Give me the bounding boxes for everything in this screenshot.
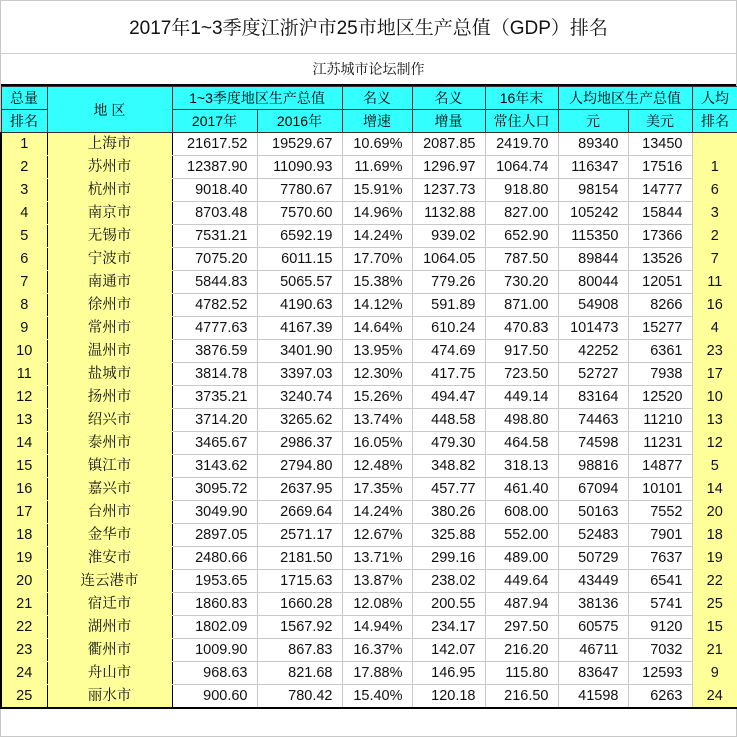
gdp-2017-cell: 1802.09 (172, 616, 257, 639)
gdp-2017-cell: 5844.83 (172, 271, 257, 294)
region-cell: 绍兴市 (47, 409, 172, 432)
percap-usd-cell: 10101 (628, 478, 692, 501)
population-cell: 297.50 (485, 616, 558, 639)
gdp-2016-cell: 3240.74 (257, 386, 342, 409)
growth-cell: 12.08% (342, 593, 412, 616)
percap-usd-cell: 7552 (628, 501, 692, 524)
percap-usd-cell: 8266 (628, 294, 692, 317)
percap-rank-cell: 25 (692, 593, 737, 616)
growth-cell: 15.26% (342, 386, 412, 409)
growth-cell: 12.30% (342, 363, 412, 386)
population-cell: 608.00 (485, 501, 558, 524)
header-rank-sub: 排名 (1, 110, 47, 133)
gdp-2016-cell: 6011.15 (257, 248, 342, 271)
gdp-2016-cell: 7780.67 (257, 179, 342, 202)
percap-yuan-cell: 43449 (558, 570, 628, 593)
percap-yuan-cell: 67094 (558, 478, 628, 501)
population-cell: 464.58 (485, 432, 558, 455)
percap-yuan-cell: 83164 (558, 386, 628, 409)
gdp-2017-cell: 3876.59 (172, 340, 257, 363)
percap-usd-cell: 15277 (628, 317, 692, 340)
table-row (1, 317, 737, 340)
table-row (1, 225, 737, 248)
increase-cell: 939.02 (412, 225, 485, 248)
growth-cell: 13.95% (342, 340, 412, 363)
growth-cell: 17.88% (342, 662, 412, 685)
rank-cell: 22 (1, 616, 47, 639)
region-cell: 南京市 (47, 202, 172, 225)
table-row (1, 432, 737, 455)
percap-rank-cell: 6 (692, 179, 737, 202)
population-cell: 723.50 (485, 363, 558, 386)
rank-cell: 6 (1, 248, 47, 271)
table-row (1, 593, 737, 616)
header-percap-yuan: 元 (558, 110, 628, 133)
gdp-2017-cell: 1953.65 (172, 570, 257, 593)
gdp-2016-cell: 3397.03 (257, 363, 342, 386)
region-cell: 舟山市 (47, 662, 172, 685)
gdp-2017-cell: 21617.52 (172, 133, 257, 156)
table-row (1, 294, 737, 317)
header-percap-usd: 美元 (628, 110, 692, 133)
gdp-2017-cell: 7531.21 (172, 225, 257, 248)
gdp-2016-cell: 2669.64 (257, 501, 342, 524)
growth-cell: 12.67% (342, 524, 412, 547)
increase-cell: 457.77 (412, 478, 485, 501)
rank-cell: 8 (1, 294, 47, 317)
percap-usd-cell: 12593 (628, 662, 692, 685)
percap-usd-cell: 14777 (628, 179, 692, 202)
percap-yuan-cell: 50729 (558, 547, 628, 570)
table-header (1, 87, 737, 133)
growth-cell: 14.94% (342, 616, 412, 639)
rank-cell: 12 (1, 386, 47, 409)
population-cell: 552.00 (485, 524, 558, 547)
rank-cell: 18 (1, 524, 47, 547)
population-cell: 1064.74 (485, 156, 558, 179)
increase-cell: 142.07 (412, 639, 485, 662)
table-row (1, 455, 737, 478)
percap-usd-cell: 12520 (628, 386, 692, 409)
increase-cell: 479.30 (412, 432, 485, 455)
gdp-2016-cell: 2637.95 (257, 478, 342, 501)
population-cell: 449.64 (485, 570, 558, 593)
population-cell: 461.40 (485, 478, 558, 501)
gdp-2017-cell: 968.63 (172, 662, 257, 685)
percap-usd-cell: 12051 (628, 271, 692, 294)
region-cell: 金华市 (47, 524, 172, 547)
region-cell: 湖州市 (47, 616, 172, 639)
population-cell: 216.50 (485, 685, 558, 709)
percap-usd-cell: 7901 (628, 524, 692, 547)
gdp-2016-cell: 6592.19 (257, 225, 342, 248)
growth-cell: 12.48% (342, 455, 412, 478)
increase-cell: 325.88 (412, 524, 485, 547)
percap-usd-cell: 14877 (628, 455, 692, 478)
gdp-2016-cell: 11090.93 (257, 156, 342, 179)
rank-cell: 15 (1, 455, 47, 478)
rank-cell: 7 (1, 271, 47, 294)
increase-cell: 1237.73 (412, 179, 485, 202)
gdp-2016-cell: 1715.63 (257, 570, 342, 593)
region-cell: 连云港市 (47, 570, 172, 593)
table-row (1, 340, 737, 363)
gdp-2017-cell: 9018.40 (172, 179, 257, 202)
gdp-2016-cell: 2794.80 (257, 455, 342, 478)
gdp-2017-cell: 3714.20 (172, 409, 257, 432)
rank-cell: 17 (1, 501, 47, 524)
percap-usd-cell: 11210 (628, 409, 692, 432)
increase-cell: 591.89 (412, 294, 485, 317)
rank-cell: 19 (1, 547, 47, 570)
percap-yuan-cell: 74598 (558, 432, 628, 455)
percap-rank-cell (692, 133, 737, 156)
rank-cell: 16 (1, 478, 47, 501)
population-cell: 216.20 (485, 639, 558, 662)
percap-rank-cell: 24 (692, 685, 737, 709)
region-cell: 盐城市 (47, 363, 172, 386)
header-growth: 名义 (342, 87, 412, 110)
percap-rank-cell: 10 (692, 386, 737, 409)
percap-rank-cell: 12 (692, 432, 737, 455)
percap-yuan-cell: 38136 (558, 593, 628, 616)
header-increase-sub: 增量 (412, 110, 485, 133)
gdp-2016-cell: 5065.57 (257, 271, 342, 294)
gdp-2016-cell: 1660.28 (257, 593, 342, 616)
gdp-2017-cell: 1009.90 (172, 639, 257, 662)
increase-cell: 2087.85 (412, 133, 485, 156)
percap-yuan-cell: 54908 (558, 294, 628, 317)
region-cell: 嘉兴市 (47, 478, 172, 501)
rank-cell: 20 (1, 570, 47, 593)
population-cell: 918.80 (485, 179, 558, 202)
growth-cell: 11.69% (342, 156, 412, 179)
growth-cell: 14.24% (342, 501, 412, 524)
percap-usd-cell: 17366 (628, 225, 692, 248)
region-cell: 镇江市 (47, 455, 172, 478)
percap-usd-cell: 5741 (628, 593, 692, 616)
increase-cell: 474.69 (412, 340, 485, 363)
table-row (1, 524, 737, 547)
increase-cell: 779.26 (412, 271, 485, 294)
gdp-2016-cell: 1567.92 (257, 616, 342, 639)
increase-cell: 448.58 (412, 409, 485, 432)
percap-yuan-cell: 46711 (558, 639, 628, 662)
percap-rank-cell: 14 (692, 478, 737, 501)
rank-cell: 13 (1, 409, 47, 432)
region-cell: 泰州市 (47, 432, 172, 455)
growth-cell: 14.12% (342, 294, 412, 317)
table-row (1, 156, 737, 179)
gdp-2016-cell: 3401.90 (257, 340, 342, 363)
increase-cell: 1064.05 (412, 248, 485, 271)
percap-yuan-cell: 83647 (558, 662, 628, 685)
rank-cell: 14 (1, 432, 47, 455)
rank-cell: 23 (1, 639, 47, 662)
growth-cell: 17.70% (342, 248, 412, 271)
gdp-2017-cell: 7075.20 (172, 248, 257, 271)
rank-cell: 3 (1, 179, 47, 202)
increase-cell: 348.82 (412, 455, 485, 478)
increase-cell: 417.75 (412, 363, 485, 386)
percap-yuan-cell: 60575 (558, 616, 628, 639)
population-cell: 871.00 (485, 294, 558, 317)
percap-usd-cell: 9120 (628, 616, 692, 639)
region-cell: 温州市 (47, 340, 172, 363)
table-row (1, 179, 737, 202)
rank-cell: 1 (1, 133, 47, 156)
header-percap-rank-sub: 排名 (692, 110, 737, 133)
percap-usd-cell: 15844 (628, 202, 692, 225)
gdp-2016-cell: 19529.67 (257, 133, 342, 156)
rank-cell: 11 (1, 363, 47, 386)
percap-rank-cell: 22 (692, 570, 737, 593)
gdp-2016-cell: 7570.60 (257, 202, 342, 225)
population-cell: 787.50 (485, 248, 558, 271)
percap-rank-cell: 1 (692, 156, 737, 179)
table-row (1, 409, 737, 432)
percap-yuan-cell: 42252 (558, 340, 628, 363)
percap-rank-cell: 16 (692, 294, 737, 317)
percap-yuan-cell: 89340 (558, 133, 628, 156)
percap-rank-cell: 15 (692, 616, 737, 639)
percap-rank-cell: 23 (692, 340, 737, 363)
gdp-2016-cell: 821.68 (257, 662, 342, 685)
region-cell: 扬州市 (47, 386, 172, 409)
percap-rank-cell: 5 (692, 455, 737, 478)
header-percap-rank: 人均 (692, 87, 737, 110)
rank-cell: 5 (1, 225, 47, 248)
table-body (1, 133, 737, 709)
growth-cell: 16.37% (342, 639, 412, 662)
region-cell: 衢州市 (47, 639, 172, 662)
region-cell: 南通市 (47, 271, 172, 294)
growth-cell: 13.71% (342, 547, 412, 570)
growth-cell: 17.35% (342, 478, 412, 501)
gdp-2017-cell: 900.60 (172, 685, 257, 709)
rank-cell: 25 (1, 685, 47, 709)
gdp-2016-cell: 867.83 (257, 639, 342, 662)
population-cell: 470.83 (485, 317, 558, 340)
gdp-2016-cell: 4167.39 (257, 317, 342, 340)
percap-usd-cell: 6361 (628, 340, 692, 363)
increase-cell: 146.95 (412, 662, 485, 685)
percap-rank-cell: 13 (692, 409, 737, 432)
gdp-2017-cell: 3143.62 (172, 455, 257, 478)
population-cell: 449.14 (485, 386, 558, 409)
percap-rank-cell: 11 (692, 271, 737, 294)
header-population-sub: 常住人口 (485, 110, 558, 133)
table-row (1, 133, 737, 156)
gdp-2017-cell: 4782.52 (172, 294, 257, 317)
percap-yuan-cell: 98816 (558, 455, 628, 478)
growth-cell: 14.96% (342, 202, 412, 225)
increase-cell: 200.55 (412, 593, 485, 616)
growth-cell: 10.69% (342, 133, 412, 156)
header-increase: 名义 (412, 87, 485, 110)
growth-cell: 13.74% (342, 409, 412, 432)
page-title: 2017年1~3季度江浙沪市25市地区生产总值（GDP）排名 (1, 1, 736, 54)
table-row (1, 501, 737, 524)
population-cell: 917.50 (485, 340, 558, 363)
table-row (1, 685, 737, 709)
percap-yuan-cell: 52727 (558, 363, 628, 386)
percap-rank-cell: 7 (692, 248, 737, 271)
table-row (1, 271, 737, 294)
table-row (1, 363, 737, 386)
header-rank: 总量 (1, 87, 47, 110)
percap-rank-cell: 21 (692, 639, 737, 662)
gdp-2017-cell: 1860.83 (172, 593, 257, 616)
rank-cell: 10 (1, 340, 47, 363)
gdp-table (0, 86, 737, 709)
gdp-2016-cell: 4190.63 (257, 294, 342, 317)
growth-cell: 16.05% (342, 432, 412, 455)
increase-cell: 234.17 (412, 616, 485, 639)
percap-yuan-cell: 98154 (558, 179, 628, 202)
population-cell: 489.00 (485, 547, 558, 570)
table-row (1, 547, 737, 570)
increase-cell: 1132.88 (412, 202, 485, 225)
rank-cell: 9 (1, 317, 47, 340)
region-cell: 无锡市 (47, 225, 172, 248)
percap-usd-cell: 11231 (628, 432, 692, 455)
header-population: 16年末 (485, 87, 558, 110)
gdp-2016-cell: 780.42 (257, 685, 342, 709)
gdp-2017-cell: 3465.67 (172, 432, 257, 455)
growth-cell: 13.87% (342, 570, 412, 593)
gdp-2016-cell: 2986.37 (257, 432, 342, 455)
percap-yuan-cell: 115350 (558, 225, 628, 248)
region-cell: 徐州市 (47, 294, 172, 317)
percap-yuan-cell: 105242 (558, 202, 628, 225)
table-row (1, 386, 737, 409)
region-cell: 上海市 (47, 133, 172, 156)
percap-rank-cell: 19 (692, 547, 737, 570)
percap-yuan-cell: 80044 (558, 271, 628, 294)
rank-cell: 4 (1, 202, 47, 225)
population-cell: 318.13 (485, 455, 558, 478)
header-growth-sub: 增速 (342, 110, 412, 133)
percap-yuan-cell: 74463 (558, 409, 628, 432)
header-gdp-group: 1~3季度地区生产总值 (172, 87, 342, 110)
increase-cell: 238.02 (412, 570, 485, 593)
gdp-2017-cell: 12387.90 (172, 156, 257, 179)
percap-rank-cell: 9 (692, 662, 737, 685)
growth-cell: 14.64% (342, 317, 412, 340)
region-cell: 宁波市 (47, 248, 172, 271)
population-cell: 827.00 (485, 202, 558, 225)
region-cell: 宿迁市 (47, 593, 172, 616)
increase-cell: 120.18 (412, 685, 485, 709)
percap-yuan-cell: 41598 (558, 685, 628, 709)
growth-cell: 14.24% (342, 225, 412, 248)
region-cell: 杭州市 (47, 179, 172, 202)
gdp-2017-cell: 2897.05 (172, 524, 257, 547)
population-cell: 487.94 (485, 593, 558, 616)
percap-yuan-cell: 52483 (558, 524, 628, 547)
gdp-2016-cell: 3265.62 (257, 409, 342, 432)
percap-usd-cell: 17516 (628, 156, 692, 179)
percap-usd-cell: 6263 (628, 685, 692, 709)
rank-cell: 24 (1, 662, 47, 685)
region-cell: 台州市 (47, 501, 172, 524)
population-cell: 652.90 (485, 225, 558, 248)
percap-usd-cell: 7938 (628, 363, 692, 386)
population-cell: 2419.70 (485, 133, 558, 156)
percap-usd-cell: 13526 (628, 248, 692, 271)
table-row (1, 248, 737, 271)
gdp-2017-cell: 3049.90 (172, 501, 257, 524)
percap-rank-cell: 4 (692, 317, 737, 340)
table-row (1, 478, 737, 501)
growth-cell: 15.38% (342, 271, 412, 294)
table-row (1, 639, 737, 662)
population-cell: 498.80 (485, 409, 558, 432)
region-cell: 丽水市 (47, 685, 172, 709)
percap-rank-cell: 17 (692, 363, 737, 386)
page-subtitle: 江苏城市论坛制作 (1, 54, 736, 86)
percap-usd-cell: 7637 (628, 547, 692, 570)
gdp-2017-cell: 3095.72 (172, 478, 257, 501)
percap-usd-cell: 7032 (628, 639, 692, 662)
table-row (1, 662, 737, 685)
percap-usd-cell: 6541 (628, 570, 692, 593)
percap-rank-cell: 18 (692, 524, 737, 547)
gdp-2017-cell: 3814.78 (172, 363, 257, 386)
gdp-2017-cell: 4777.63 (172, 317, 257, 340)
gdp-2017-cell: 2480.66 (172, 547, 257, 570)
header-percap-group: 人均地区生产总值 (558, 87, 692, 110)
increase-cell: 380.26 (412, 501, 485, 524)
percap-rank-cell: 3 (692, 202, 737, 225)
increase-cell: 299.16 (412, 547, 485, 570)
percap-rank-cell: 20 (692, 501, 737, 524)
gdp-2017-cell: 8703.48 (172, 202, 257, 225)
gdp-2016-cell: 2181.50 (257, 547, 342, 570)
header-gdp-2016: 2016年 (257, 110, 342, 133)
gdp-2016-cell: 2571.17 (257, 524, 342, 547)
rank-cell: 21 (1, 593, 47, 616)
increase-cell: 610.24 (412, 317, 485, 340)
gdp-2017-cell: 3735.21 (172, 386, 257, 409)
percap-yuan-cell: 89844 (558, 248, 628, 271)
percap-yuan-cell: 116347 (558, 156, 628, 179)
percap-yuan-cell: 101473 (558, 317, 628, 340)
percap-yuan-cell: 50163 (558, 501, 628, 524)
growth-cell: 15.40% (342, 685, 412, 709)
region-cell: 常州市 (47, 317, 172, 340)
percap-usd-cell: 13450 (628, 133, 692, 156)
table-row (1, 202, 737, 225)
table-row (1, 570, 737, 593)
table-row (1, 616, 737, 639)
region-cell: 淮安市 (47, 547, 172, 570)
increase-cell: 1296.97 (412, 156, 485, 179)
growth-cell: 15.91% (342, 179, 412, 202)
population-cell: 730.20 (485, 271, 558, 294)
population-cell: 115.80 (485, 662, 558, 685)
percap-rank-cell: 2 (692, 225, 737, 248)
rank-cell: 2 (1, 156, 47, 179)
increase-cell: 494.47 (412, 386, 485, 409)
header-gdp-2017: 2017年 (172, 110, 257, 133)
header-region: 地 区 (47, 87, 172, 133)
region-cell: 苏州市 (47, 156, 172, 179)
